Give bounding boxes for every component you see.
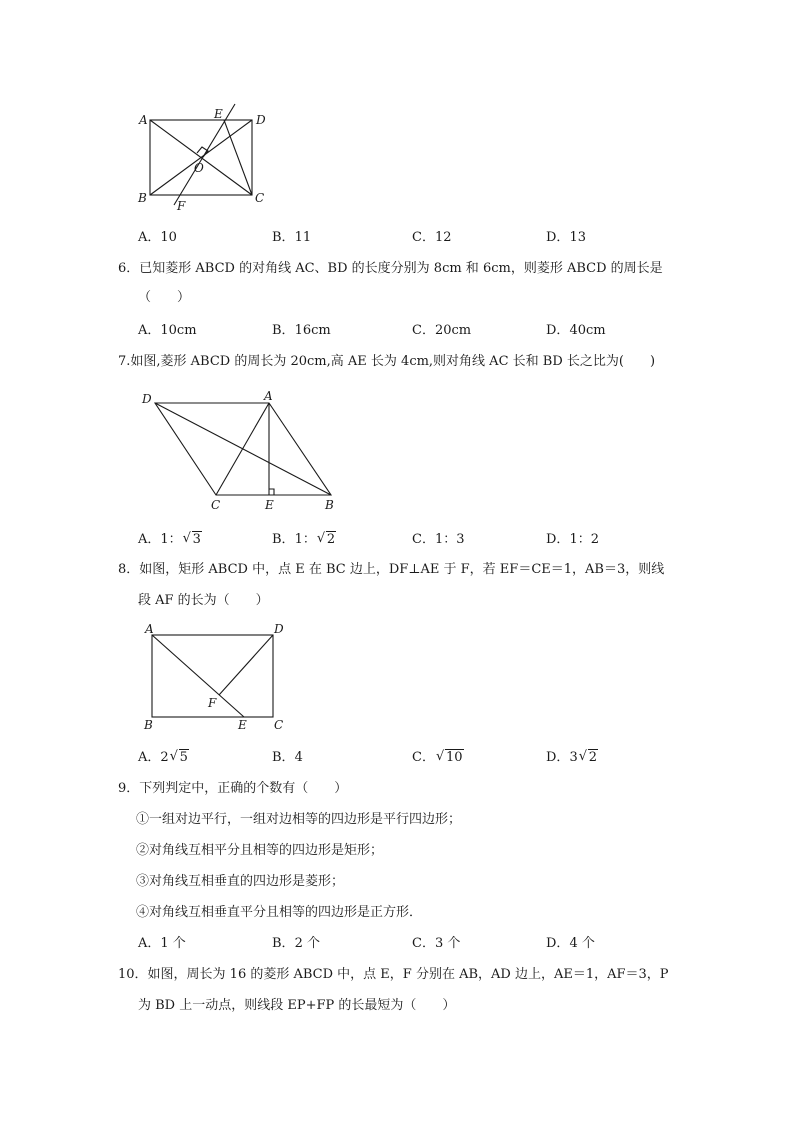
segment-df	[219, 635, 273, 695]
q9-option-a[interactable]: A．1 个	[138, 936, 186, 951]
q8-option-d[interactable]: D．3 √ 2	[546, 749, 597, 765]
sqrt-3: √ 3	[182, 531, 201, 547]
q7-option-b[interactable]: B．1： √ 2	[272, 531, 336, 547]
q8-stem-line1: 8．如图，矩形 ABCD 中，点 E 在 BC 边上，DF⊥AE 于 F，若 EF＝CE＝1，AB＝3，则线	[118, 562, 665, 577]
q6-stem-line2: （ ）	[138, 290, 191, 305]
sqrt-2: √ 2	[578, 749, 597, 765]
label-o: O	[194, 161, 204, 175]
q9-statement-1: ①一组对边平行，一组对边相等的四边形是平行四边形；	[136, 812, 462, 827]
q9-option-c[interactable]: C．3 个	[412, 936, 461, 951]
q8-option-c[interactable]: C． √ 10	[412, 749, 463, 765]
q5-option-b[interactable]: B．11	[272, 230, 312, 245]
q9-option-b[interactable]: B．2 个	[272, 936, 320, 951]
label-c: C	[274, 718, 284, 732]
label-d: D	[142, 392, 152, 406]
q8-option-b[interactable]: B．4	[272, 750, 303, 765]
q6-option-b[interactable]: B．16cm	[272, 323, 331, 338]
q7-stem-line1: 7.如图,菱形 ABCD 的周长为 20cm,高 AE 长为 4cm,则对角线 AC 长和 BD 长之比为( )	[118, 354, 656, 369]
q9-statement-3: ③对角线互相垂直的四边形是菱形；	[136, 874, 345, 889]
q6-option-d[interactable]: D．40cm	[546, 323, 606, 338]
label-b: B	[144, 718, 153, 732]
label-b: B	[138, 191, 147, 205]
q6-option-c[interactable]: C．20cm	[412, 323, 472, 338]
label-a: A	[264, 389, 273, 403]
q10-stem-line1: 10．如图，周长为 16 的菱形 ABCD 中，点 E，F 分别在 AB，AD 边上，AE＝1，AF＝3，P	[118, 967, 669, 982]
q7-option-a[interactable]: A．1： √ 3	[138, 531, 201, 547]
q5-option-d[interactable]: D．13	[546, 230, 586, 245]
label-e: E	[265, 498, 274, 512]
q9-statement-2: ②对角线互相平分且相等的四边形是矩形；	[136, 843, 384, 858]
q5-option-c[interactable]: C．12	[412, 230, 452, 245]
q6-stem-line1: 6．已知菱形 ABCD 的对角线 AC、BD 的长度分别为 8cm 和 6cm，则菱形 ABCD 的周长是	[118, 261, 663, 276]
label-f: F	[177, 199, 186, 213]
q9-stem-line1: 9．下列判定中，正确的个数有（ ）	[118, 781, 348, 796]
q5-option-a[interactable]: A．10	[138, 230, 177, 245]
q7-option-d[interactable]: D．1：2	[546, 532, 599, 547]
q10-stem-line2: 为 BD 上一动点，则线段 EP+FP 的长最短为（ ）	[138, 998, 456, 1013]
label-d: D	[274, 622, 284, 636]
label-d: D	[256, 113, 266, 127]
q6-option-a[interactable]: A．10cm	[138, 323, 197, 338]
q8-stem-line2: 段 AF 的长为（ ）	[138, 593, 269, 608]
label-e: E	[238, 718, 247, 732]
label-a: A	[145, 622, 154, 636]
sqrt-5: √ 5	[169, 749, 188, 765]
label-f: F	[208, 696, 217, 710]
sqrt-10: √ 10	[435, 749, 463, 765]
sqrt-2: √ 2	[316, 531, 336, 547]
q7-option-c[interactable]: C．1：3	[412, 532, 465, 547]
label-c: C	[255, 191, 265, 205]
segment-ae	[152, 635, 244, 717]
label-b: B	[325, 498, 334, 512]
q8-option-a[interactable]: A．2 √ 5	[138, 749, 188, 765]
label-c: C	[211, 498, 221, 512]
q9-statement-4: ④对角线互相垂直平分且相等的四边形是正方形．	[136, 905, 423, 920]
label-a: A	[139, 113, 148, 127]
q9-option-d[interactable]: D．4 个	[546, 936, 595, 951]
label-e: E	[214, 107, 223, 121]
